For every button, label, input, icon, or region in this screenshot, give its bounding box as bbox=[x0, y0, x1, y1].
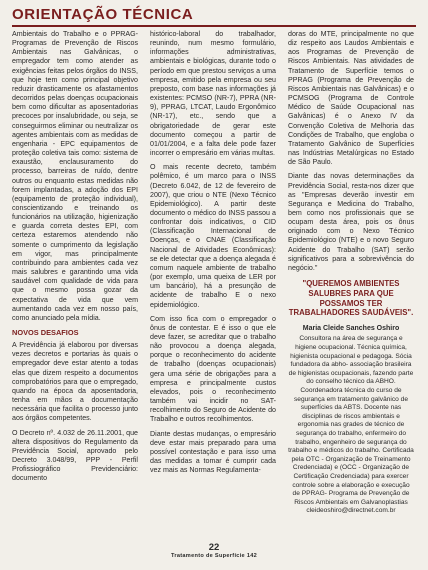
paragraph: Diante das novas determinações da Previdência Social, resta-nos dizer que as "Empresas deverão investir em Segurança e Medicina do Trabalho, bem como nos profissionais que se ocupam desta área, pois os ônus originado com o Nexo Técnico Epidemiológico (NTE) e o novo Seguro Acidente do Trabalho (SAT) serão significativos para a sobrevivência do negócio." bbox=[288, 172, 414, 272]
column-1 bbox=[12, 30, 138, 530]
column-2 bbox=[150, 30, 276, 530]
paragraph: Ambientais do Trabalho e o PPRAG-Programas de Prevenção de Riscos Ambientais nas Galvânicas, o empregador tem como atender as exigências feitas pelos órgãos do INSS, que hoje tem como principal objetivo reduzir drasticamente os afastamentos decorridos pelas doenças ocupacionais bem como dificultar as aposentadorias precoces por insalubridade, ou seja, se conseguirmos eliminar ou neutralizar os agentes ambientais com as medidas de engenharia - EPC equipamentos de proteção coletiva tais como: sistema de exaustão, enclausuramento do processo, barreiras de ruído, dentre outros ou enquanto estas medidas não forem implantadas, a adoção dos EPI (equipamento de proteção individual), conscientizando e treinando os funcionários na utilização, higienização e guarda correta destes EPI, com certeza estaremos atendendo não somente o cumprimento da legislação em vigor, mas principalmente contribuindo para ambientes cada vez mais salubres e garantindo uma vida saudável com qualidade de vida para que o mesmo possa gozar da expectativa de vida que vem aumentando cada vez em nosso país, como anunciado pela mídia. bbox=[12, 30, 138, 322]
page-header bbox=[12, 6, 416, 28]
subheading-novos-desafios: NOVOS DESAFIOS bbox=[12, 328, 79, 337]
paragraph: A Previdência já elaborou por diversas vezes decretos e portarias às quais o empregador deve estar atento a todas elas que dizem respeito a documentos comprobatórios para que o empregado, quando na época da aposentadoria, tenha em mãos a documentação necessária que facilita o processo junto aos órgãos competentes. bbox=[12, 341, 138, 423]
paragraph: histórico-laboral do trabalhador, reunindo, num mesmo formulário, informações administrativas, ambientais e biológicas, durante todo o período em que prestou serviços a uma empresa, emitido pela empresa ou seu preposto, com base nas informações já existentes: PCMSO (NR-7), PPRA (NR-9), PPRAG, LTCAT, Laudo Ergonômico (NR-17), etc., sendo que a obrigatoriedade de gerar este documento começou a partir de 01/01/2004, e a falta dele pode fazer incorrer o empresário em várias multas. bbox=[150, 30, 276, 158]
publication-name: Tratamento de Superfície 142 bbox=[170, 553, 258, 559]
paragraph: Com isso fica com o empregador o ônus de contestar. E é isso o que ele deve fazer, se acreditar que o trabalho não provocou a doença alegada, porque o reconhecimento do acidente de trabalho (doenças ocupacionais) gera uma série de obrigações para a empresa e principalmente custos elevados, pois o reconhecimento também vai incidir no SAT- recolhimento do Seguro de Acidente do Trabalho e outros recolhimentos. bbox=[150, 314, 276, 424]
column-3 bbox=[288, 30, 414, 530]
paragraph: Diante destas mudanças, o empresário deve estar mais preparado para uma possível contestação e para isso uma das medidas a tomar é cumprir cada vez mais as Normas Regulamenta- bbox=[150, 429, 276, 475]
page-footer bbox=[0, 543, 428, 559]
section-title: ORIENTAÇÃO TÉCNICA bbox=[12, 6, 194, 23]
paragraph: O Decreto nº. 4.032 de 26.11.2001, que altera dispositivos do Regulamento da Previdência Social, aprovado pelo Decreto 3.048/99, PPP - Perfil Profissiográfico Previdenciário: documento bbox=[12, 428, 138, 483]
author-bio: Consultora na área de segurança e higiene ocupacional. Técnica química, higienista ocupacional e pedagoga. Sócia fundadora da abho- associação brasileira de higienistas ocupacionais, fazendo parte do conselho técnico da ABHO. Coordenadora técnica do curso de segurança em tratamento galvânico de superfícies da ABTS. Docente nas disciplinas de riscos ambientais e ergonomia nas grades de técnico de segurança do trabalho, enfermeiro do trabalho, engenheiro de segurança do trabalho e médicos do trabalho. Certificada pela OTC - Organização de Treinamento Credenciada) e (OCC - Organização de Certificação Credenciada) para exercer controle sobre a elaboração e execução de PPRAG- Programa de Prevenção de Riscos Ambientais em Galvanoplastias cleideoshiro@directnet.com.br bbox=[288, 335, 414, 515]
pull-quote: "QUEREMOS AMBIENTES SALUBRES PARA QUE POSSAMOS TER TRABALHADORES SAUDÁVEIS". bbox=[288, 279, 414, 318]
author-name: Maria Cleide Sanches Oshiro bbox=[302, 325, 400, 333]
paragraph: O mais recente decreto, também polêmico, é um marco para o INSS (Decreto 6.042, de 12 de fevereiro de 2007), que criou o NTE (Nexo Técnico Epidemiológico). A partir deste documento o médico do INSS passou a confrontar dois indicativos, o CID (Classificação Internacional de Doenças, e o CNAE (Classificação Nacional de Atividades Econômicas): se ele detectar que a doença alegada é comum naquele ambiente de trabalho (por exemplo, uma queixa de LER por um bancário), há a presunção de acidente de trabalho E o nexo epidemiológico. bbox=[150, 163, 276, 309]
header-rule bbox=[12, 25, 416, 27]
page-number: 22 bbox=[208, 542, 220, 553]
paragraph: doras do MTE, principalmente no que diz respeito aos Laudos Ambientais e aos Programas de Prevenção de Riscos Ambientais. Nas atividades de Tratamento de Superfície temos o PPRAG (Programa de Prevenção de Riscos Ambientais nas Galvânicas) e o PCMSOG (Programa de Controle Médico de Saúde Ocupacional nas Galvânicas) é o Anexo IV da Convenção Coletiva de Melhoria das Condições de Trabalho, que engloba o Tratamento Galvânico de Superfícies nas Indústrias Metalúrgicas no Estado de São Paulo. bbox=[288, 30, 414, 167]
